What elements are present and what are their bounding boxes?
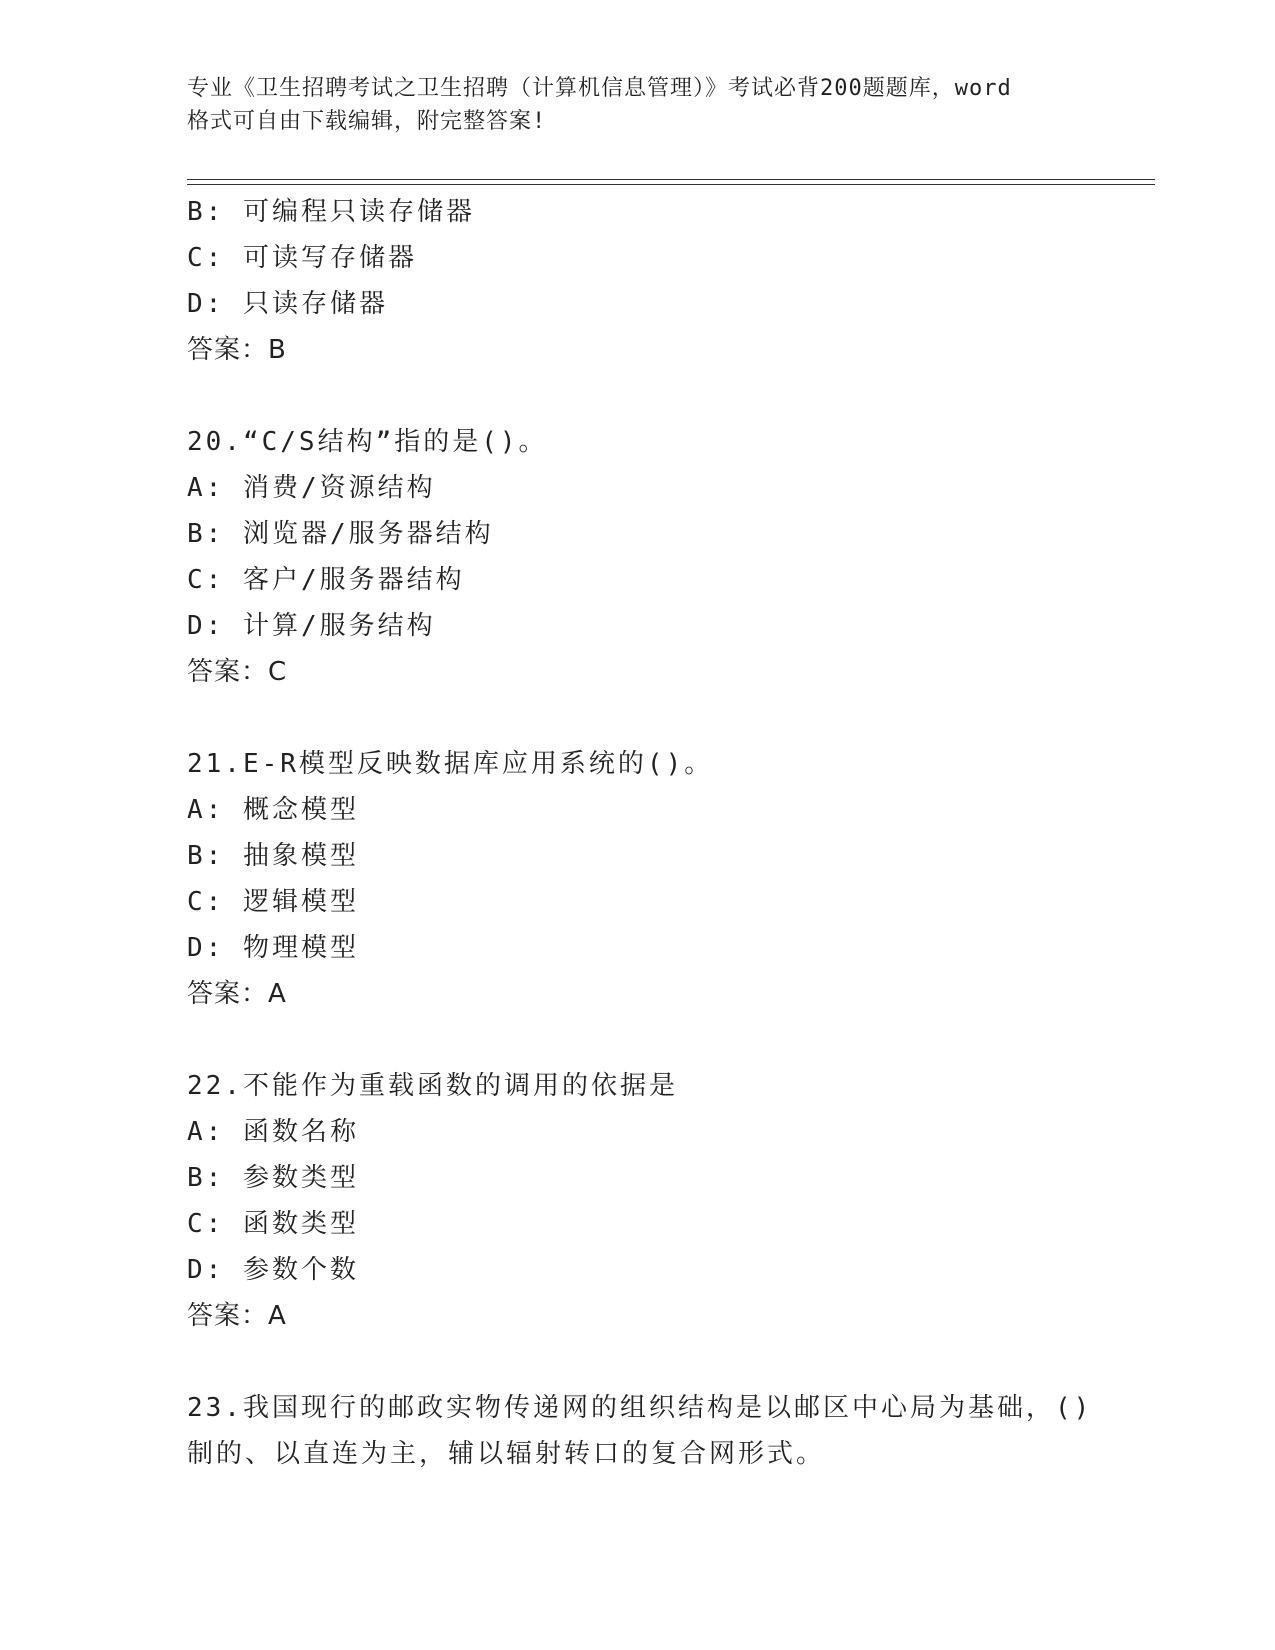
option-b: B: 浏览器/服务器结构 [187, 519, 494, 549]
question-title-line-2: 制的、以直连为主，辅以辐射转口的复合网形式。 [187, 1439, 826, 1469]
question-title-line-1: 23.我国现行的邮政实物传递网的组织结构是以邮区中心局为基础，() [187, 1393, 1093, 1423]
question-list [187, 189, 1147, 1477]
answer: 答案：A [187, 979, 287, 1009]
option-a: A: 概念模型 [187, 795, 359, 825]
option-b: B: 参数类型 [187, 1163, 359, 1193]
option-c: C: 客户/服务器结构 [187, 565, 465, 595]
question-23 [187, 1385, 1147, 1477]
spacer [187, 1339, 1147, 1385]
option-a: A: 消费/资源结构 [187, 473, 436, 503]
header-divider-top [187, 179, 1155, 180]
question-20 [187, 419, 1147, 695]
answer: 答案：A [187, 1301, 287, 1331]
question-title: 21.E-R模型反映数据库应用系统的()。 [187, 749, 714, 779]
option-d: D: 物理模型 [187, 933, 359, 963]
document-header [187, 72, 1087, 138]
option-d: D: 计算/服务结构 [187, 611, 436, 641]
question-title: 22.不能作为重载函数的调用的依据是 [187, 1071, 678, 1101]
option-d: D: 参数个数 [187, 1255, 359, 1285]
question-title: 20.“C/S结构”指的是()。 [187, 427, 548, 457]
option-b: B: 抽象模型 [187, 841, 359, 871]
header-divider-bottom [187, 184, 1155, 185]
answer: 答案：C [187, 657, 288, 687]
spacer [187, 1017, 1147, 1063]
question-21 [187, 741, 1147, 1017]
answer: 答案：B [187, 335, 287, 365]
spacer [187, 695, 1147, 741]
option-c: C: 函数类型 [187, 1209, 359, 1239]
option-c: C: 可读写存储器 [187, 243, 417, 273]
option-d: D: 只读存储器 [187, 289, 388, 319]
header-line-2: 格式可自由下载编辑，附完整答案! [187, 109, 547, 134]
question-22 [187, 1063, 1147, 1339]
option-a: A: 函数名称 [187, 1117, 359, 1147]
question-19-tail [187, 189, 1147, 373]
option-b: B: 可编程只读存储器 [187, 197, 475, 227]
option-c: C: 逻辑模型 [187, 887, 359, 917]
header-line-1: 专业《卫生招聘考试之卫生招聘（计算机信息管理）》考试必背200题题库，word [187, 76, 1012, 101]
spacer [187, 373, 1147, 419]
